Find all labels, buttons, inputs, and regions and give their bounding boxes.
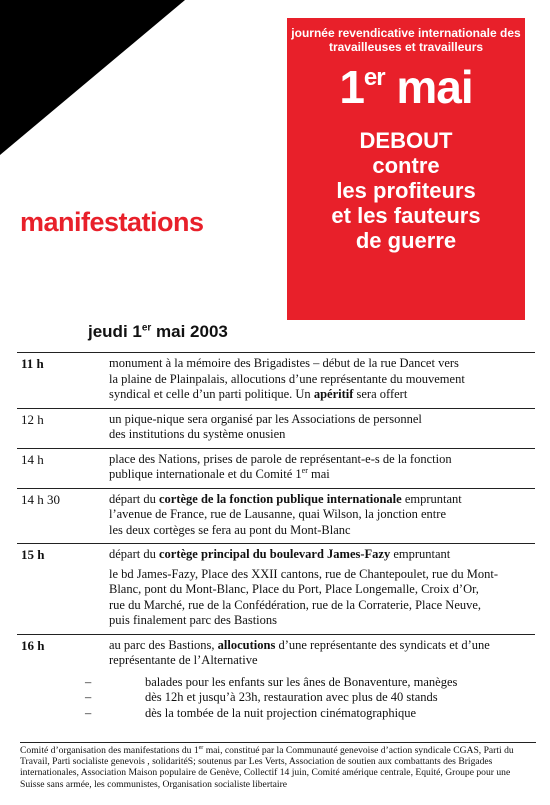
entry-tail: mai: [307, 467, 330, 481]
entry-line-text: syndical et celle d’un parti politique. Un: [109, 387, 311, 401]
dash-bullet: –: [85, 690, 92, 704]
entry-line: [109, 467, 535, 483]
entry-body: [109, 547, 535, 629]
entry-post: d’une représentante des syndicats et d’une: [275, 637, 490, 652]
entry-pre: départ du: [109, 547, 159, 561]
entry-line: [109, 547, 535, 563]
entry-line: le bd James-Fazy, Place des XXII cantons, rue de Chantepoulet, rue du Mont-: [109, 566, 499, 581]
list-item: [85, 675, 535, 691]
banner-date-sup: er: [363, 64, 385, 91]
entry-body: [109, 492, 535, 539]
entry-time: 12 h: [21, 411, 44, 427]
schedule-entry-14h30: [17, 488, 535, 544]
banner-slogan: [287, 128, 525, 253]
banner-date-word: mai: [396, 61, 473, 113]
entry-bold: apéritif: [313, 387, 354, 401]
entry-line: [109, 638, 535, 654]
entry-post: empruntant: [401, 491, 462, 506]
red-banner: [287, 18, 525, 320]
banner-date: [287, 62, 525, 112]
footer-text: mai, constitué par la Communauté genevoise d’action syndicale CGAS, Parti du Travail, Parti socialiste genevois , solidaritéS; soutenus par Les Verts, Association de soutien aux combattants des Brigades internationales, Association Maison populaire de Genève, Collectif 14 juin, Comité amérique centrale, Equité, Groupe pour une Suisse sans armée, les communistes, Organisation socialiste libertaire: [20, 745, 514, 790]
list-item: [85, 706, 535, 722]
entry-line: puis finalement parc des Bastions: [109, 613, 278, 627]
entry-line: [109, 492, 535, 508]
entry-line: un pique-nique sera organisé par les Associations de personnel: [109, 411, 422, 426]
banner-date-number: 1: [339, 61, 364, 113]
event-date-pre: jeudi 1: [88, 322, 142, 341]
schedule-entry-12h: [17, 408, 535, 448]
schedule-entry-11h: [17, 352, 535, 408]
black-corner-triangle: [0, 0, 185, 155]
entry-tail: sera offert: [353, 387, 408, 401]
schedule-entry-15h: [17, 543, 535, 634]
banner-intro: journée revendicative internationale des travailleuses et travailleurs: [291, 26, 521, 54]
event-date-sup: er: [141, 322, 152, 334]
entry-line: les deux cortèges se fera au pont du Mont-Blanc: [109, 522, 351, 537]
entry-line: rue du Marché, rue de la Confédération, rue de la Corraterie, Place Neuve,: [109, 597, 482, 612]
entry-body: [109, 412, 535, 443]
entry-line: représentante de l’Alternative: [109, 653, 258, 667]
schedule-entry-14h: [17, 448, 535, 488]
slogan-line: DEBOUT: [359, 128, 453, 153]
entry-time: 11 h: [21, 356, 44, 371]
entry-line: l’avenue de France, rue de Lausanne, quai Wilson, la jonction entre: [109, 507, 446, 521]
dash-bullet: –: [85, 674, 92, 689]
entry-pre: départ du: [109, 491, 159, 506]
schedule-entry-16h: [17, 634, 535, 727]
entry-sup: er: [301, 465, 308, 475]
footer-sup: er: [198, 744, 204, 751]
entry-pre: au parc des Bastions,: [109, 637, 218, 652]
list-item-text: balades pour les enfants sur les ânes de Bonaventure, manèges: [145, 674, 458, 689]
entry-line: [109, 387, 535, 403]
entry-body: [109, 356, 535, 403]
entry-time: 14 h: [21, 451, 44, 467]
entry-body: [109, 452, 535, 483]
entry-bold: allocutions: [217, 637, 276, 652]
slogan-line: les profiteurs: [336, 178, 476, 203]
entry-line: monument à la mémoire des Brigadistes – début de la rue Dancet vers: [109, 356, 459, 370]
slogan-line: de guerre: [355, 228, 457, 253]
entry-bold: cortège principal du boulevard James-Fazy: [158, 547, 391, 561]
list-item-text: dès la tombée de la nuit projection cinématographique: [145, 705, 417, 720]
entry-line: Blanc, pont du Mont-Blanc, Place du Port, Place Longemalle, Croix d’Or,: [109, 582, 479, 596]
slogan-line: contre: [372, 153, 440, 178]
schedule: [17, 352, 535, 726]
entry-post: empruntant: [390, 547, 451, 561]
slogan-line: et les fauteurs: [331, 203, 481, 228]
entry-line: place des Nations, prises de parole de représentant-e-s de la fonction: [109, 451, 452, 466]
entry-time: 14 h 30: [21, 491, 60, 507]
activity-list: [85, 675, 535, 722]
entry-line: la plaine de Plainpalais, allocutions d’une représentante du mouvement: [109, 371, 465, 386]
event-date: [88, 322, 228, 342]
entry-line: des institutions du système onusien: [109, 427, 286, 441]
entry-body: [85, 637, 535, 722]
entry-time: 16 h: [21, 637, 45, 653]
page-heading: manifestations: [20, 207, 204, 237]
event-date-post: mai 2003: [151, 322, 228, 341]
entry-bold: cortège de la fonction publique internationale: [158, 491, 402, 506]
dash-bullet: –: [85, 705, 92, 720]
entry-line-text: publique internationale et du Comité 1: [109, 467, 302, 481]
list-item: [85, 690, 535, 706]
organizers-footer: [20, 742, 536, 790]
entry-time: 15 h: [21, 547, 45, 562]
list-item-text: dès 12h et jusqu’à 23h, restauration avec plus de 40 stands: [145, 690, 438, 704]
footer-pre: Comité d’organisation des manifestations du 1: [20, 745, 199, 756]
